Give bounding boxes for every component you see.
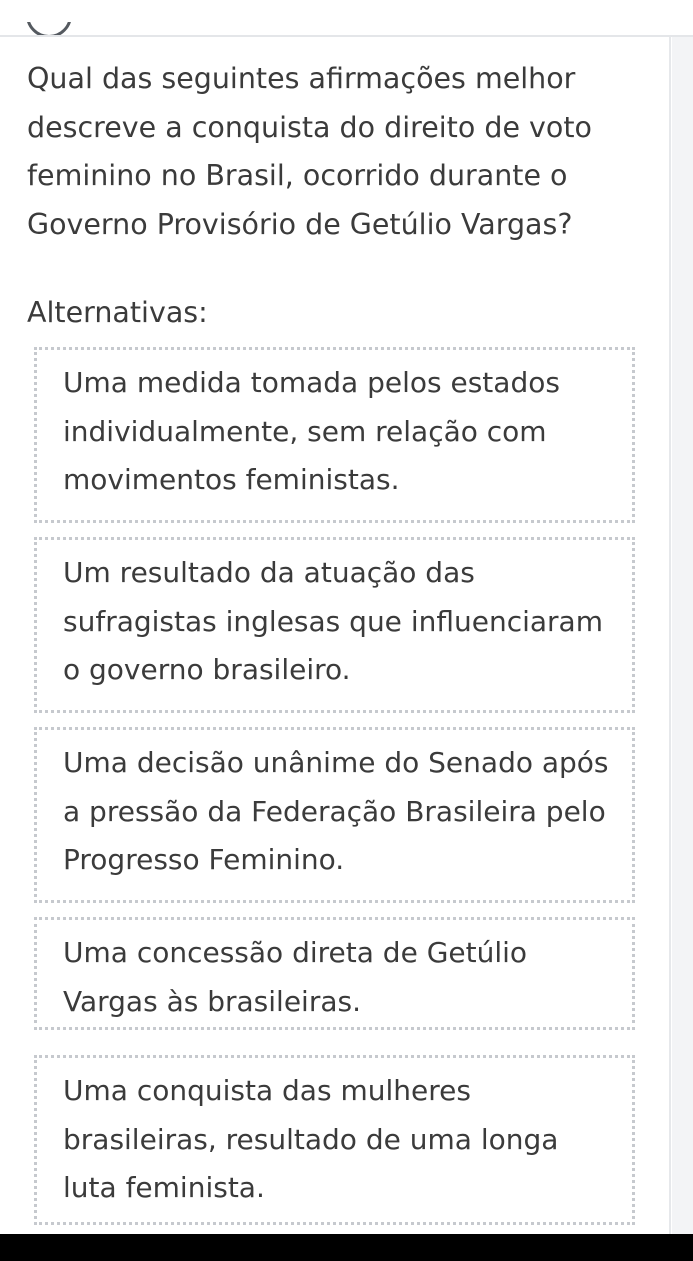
alternatives-label: Alternativas: xyxy=(27,296,208,329)
alternative-option-3[interactable]: Uma decisão unânime do Senado após a pressão da Federação Brasileira pelo Progresso Feminino. xyxy=(34,727,635,903)
system-navigation-bar xyxy=(0,1234,693,1261)
side-panel-edge xyxy=(672,37,693,1234)
alternative-option-5[interactable]: Uma conquista das mulheres brasileiras, resultado de uma longa luta feminista. xyxy=(34,1055,635,1225)
alternative-option-2[interactable]: Um resultado da atuação das sufragistas inglesas que influenciaram o governo brasileiro. xyxy=(34,537,635,713)
question-text: Qual das seguintes afirmações melhor descreve a conquista do direito de voto feminino no Brasil, ocorrido durante o Governo Provisório de Getúlio Vargas? xyxy=(27,62,592,241)
alternative-option-4[interactable]: Uma concessão direta de Getúlio Vargas às brasileiras. xyxy=(34,917,635,1030)
alternative-option-1[interactable]: Uma medida tomada pelos estados individualmente, sem relação com movimentos feministas. xyxy=(34,347,635,523)
